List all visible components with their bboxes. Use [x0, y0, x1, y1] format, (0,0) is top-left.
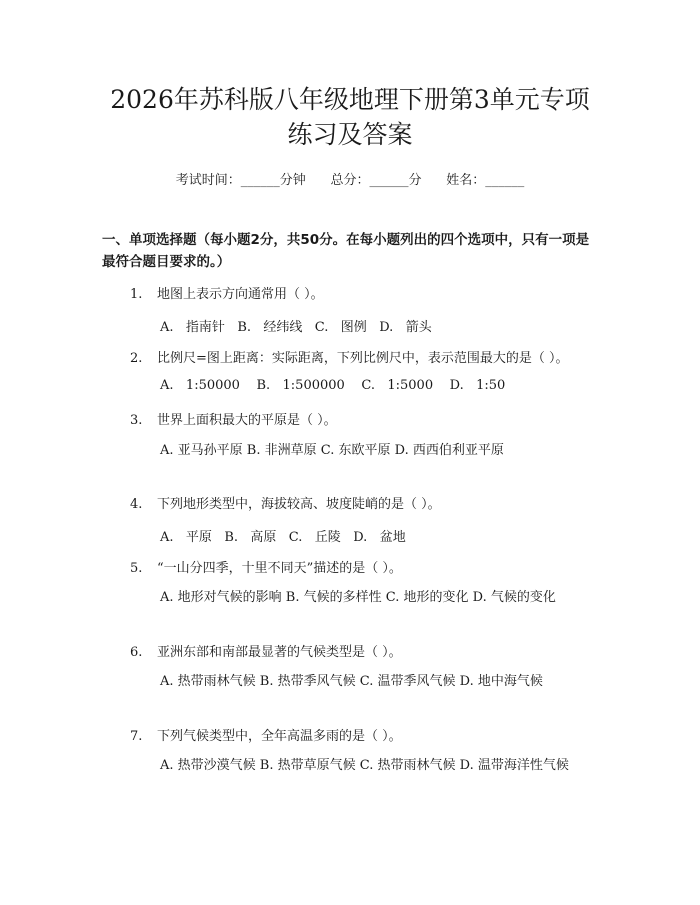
question-3 [130, 409, 337, 428]
exam-meta: 考试时间：______分钟 总分：______分 姓名：______ [175, 173, 525, 188]
question-number: 2. [130, 351, 143, 366]
question-4-options: A. 平原 B. 高原 C. 丘陵 D. 盆地 [160, 530, 406, 545]
question-4 [130, 493, 441, 512]
question-2 [130, 347, 569, 366]
question-stem: 亚洲东部和南部最显著的气候类型是（ ）。 [157, 645, 402, 660]
question-6 [130, 641, 402, 660]
question-6-options: A. 热带雨林气候 B. 热带季风气候 C. 温带季风气候 D. 地中海气候 [160, 674, 543, 689]
question-1 [130, 283, 324, 302]
question-number: 7. [130, 729, 143, 744]
question-number: 5. [130, 561, 143, 576]
question-stem: 地图上表示方向通常用（ ）。 [157, 287, 324, 302]
question-5 [130, 557, 402, 576]
question-stem: 比例尺=图上距离：实际距离，下列比例尺中，表示范围最大的是（ ）。 [157, 351, 569, 366]
section-heading: 一、单项选择题（每小题2分，共50分。在每小题列出的四个选项中，只有一项是最符合题目要求的。） [102, 232, 590, 270]
question-3-options: A. 亚马孙平原 B. 非洲草原 C. 东欧平原 D. 西西伯利亚平原 [160, 443, 504, 458]
document-title-line-2: 练习及答案 [287, 120, 413, 149]
document-title-line-1: 2026年苏科版八年级地理下册第3单元专项 [110, 85, 590, 114]
question-1-options: A. 指南针 B. 经纬线 C. 图例 D. 箭头 [160, 320, 432, 335]
question-7 [130, 725, 402, 744]
question-stem: 下列地形类型中，海拔较高、坡度陡峭的是（ ）。 [157, 497, 441, 512]
question-number: 1. [130, 287, 143, 302]
question-number: 4. [130, 497, 143, 512]
question-number: 3. [130, 413, 143, 428]
question-2-options: A. 1:50000 B. 1:500000 C. 1:5000 D. 1:50 [160, 378, 506, 393]
question-stem: 下列气候类型中，全年高温多雨的是（ ）。 [157, 729, 402, 744]
question-stem: “一山分四季，十里不同天”描述的是（ ）。 [157, 561, 402, 576]
question-number: 6. [130, 645, 143, 660]
question-7-options: A. 热带沙漠气候 B. 热带草原气候 C. 热带雨林气候 D. 温带海洋性气候 [160, 758, 569, 773]
question-5-options: A. 地形对气候的影响 B. 气候的多样性 C. 地形的变化 D. 气候的变化 [160, 590, 556, 605]
question-stem: 世界上面积最大的平原是（ ）。 [157, 413, 337, 428]
